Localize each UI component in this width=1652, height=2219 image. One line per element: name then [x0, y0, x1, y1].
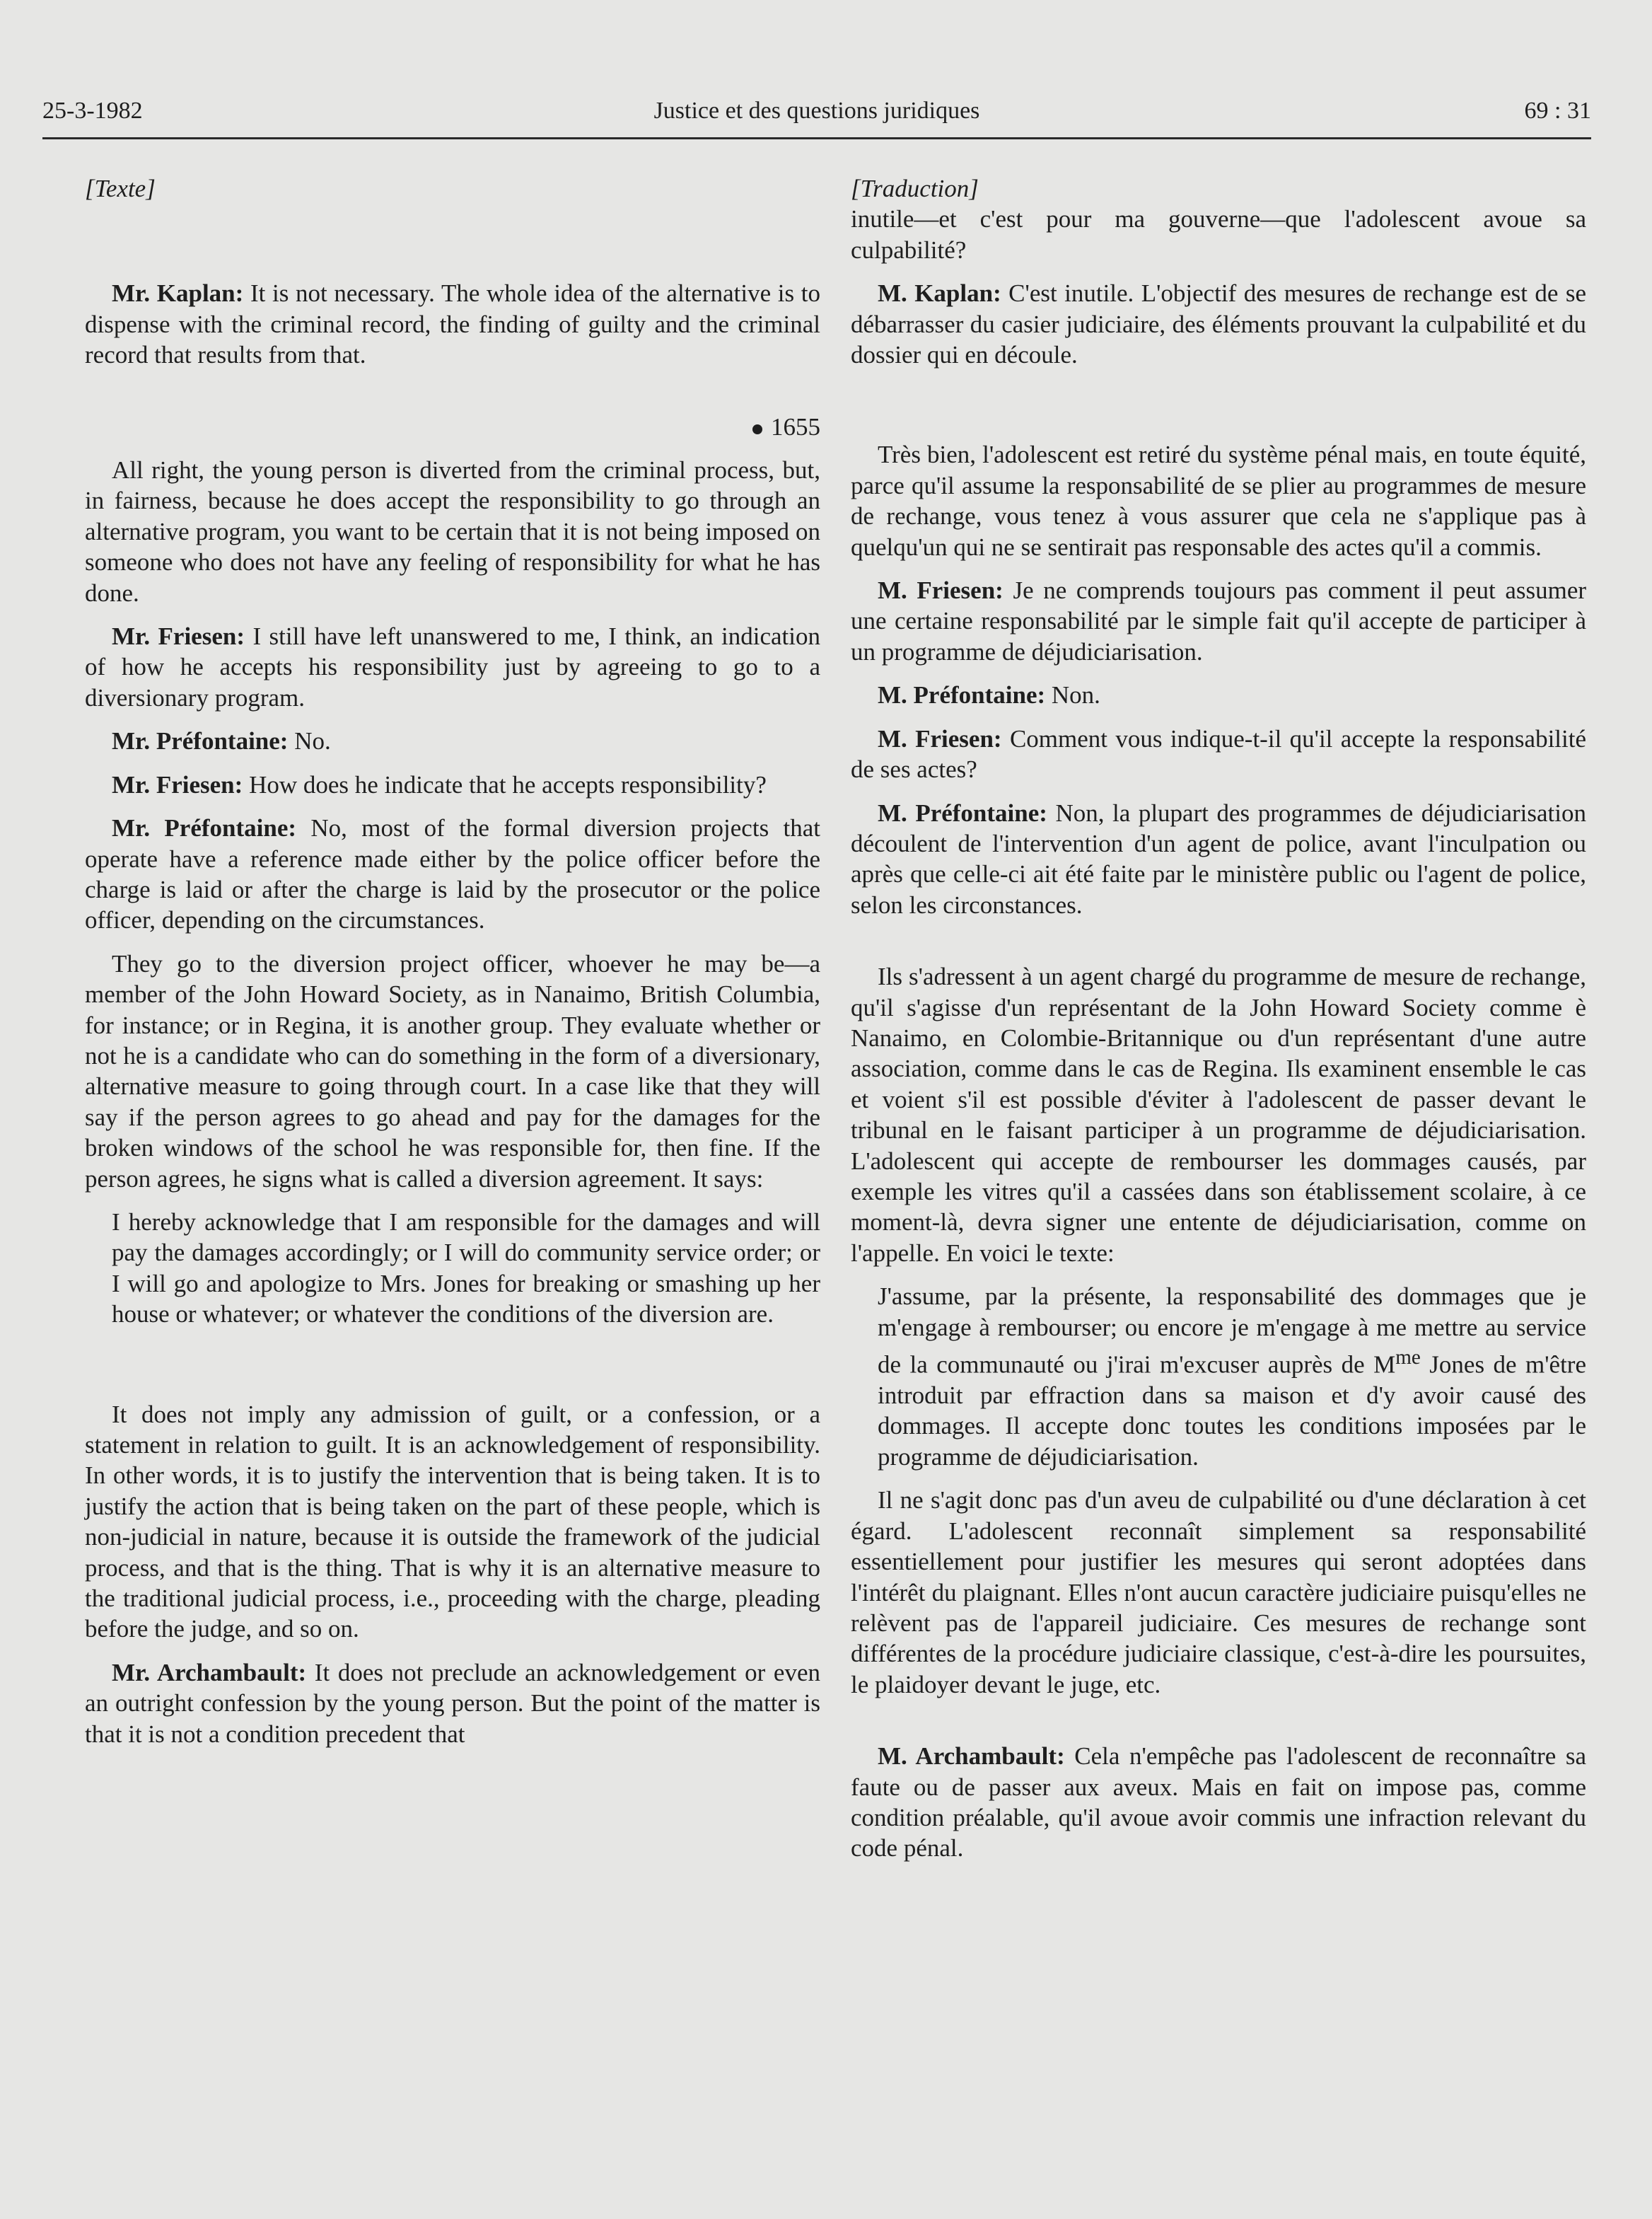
paragraph: M. Archambault: Cela n'empêche pas l'adolescent de reconnaître sa faute ou de passer aux aveux. Mais en fait on impose pas, comme condition préalable, qu'il avoue avoir commis une infraction relevant du code pénal.	[851, 1742, 1587, 1862]
block-quote: J'assume, par la présente, la responsabilité des dommages que je m'engage à rembourser; ou encore je m'engage à me mettre au service de la communauté ou j'irai m'excuser auprès de $M^{me}$ Jones de m'être introduit par effraction dans sa maison et d'y avoir causé des dommages. Il accepte donc toutes les conditions imposées par le programme de déjudiciarisation.	[878, 1282, 1586, 1471]
paragraph: Mr. Préfontaine: No.	[112, 727, 331, 755]
paragraph: M. Friesen: Comment vous indique-t-il qu'il accepte la responsabilité de ses actes?	[851, 724, 1587, 784]
speaker: M. Friesen:	[878, 724, 1002, 753]
speaker: Mr. Préfontaine:	[112, 814, 297, 842]
paragraph: Très bien, l'adolescent est retiré du système pénal mais, en toute équité, parce qu'il assume la responsabilité de se plier au programmes de mesure de rechange, vous tenez à vous assurer que cela ne s'applique pas à quelqu'un qui ne se sentirait pas responsable des actes qu'il a commis.	[851, 441, 1586, 561]
header-page-number: 69 : 31	[1524, 98, 1591, 124]
paragraph: M. Friesen: Je ne comprends toujours pas comment il peut assumer une certaine responsabilité par le simple fait qu'il accepte de participer à un programme de déjudiciarisation.	[851, 577, 1587, 666]
block-quote: I hereby acknowledge that I am responsible for the damages and will pay the damages accordingly; or I will do community service order; or I will go and apologize to Mrs. Jones for breaking or smashing up her house or whatever; or whatever the conditions of the diversion are.	[112, 1207, 820, 1328]
paragraph: Mr. Friesen: I still have left unanswered to me, I think, an indication of how he accepts his responsibility just by agreeing to go to a diversionary program.	[85, 622, 820, 712]
paragraph: Ils s'adressent à un agent chargé du programme de mesure de rechange, qu'il s'agisse d'un représentant de la John Howard Society comme è Nanaimo, en Colombie-Britannique ou d'un représentant d'une autre association, comme dans le cas de Regina. Ils examinent ensemble le cas et voient s'il est possible d'éviter à l'adolescent de passer devant le tribunal en le faisant participer à un programme de déjudiciarisation. L'adolescent qui accepte de rembourser les dommages causés, par exemple les vitres qu'il a cassées dans son établissement scolaire, à ce moment-là, devra signer une entente de déjudiciarisation, comme on l'appelle. En voici le texte:	[851, 963, 1586, 1267]
speaker: M. Friesen:	[878, 577, 1004, 605]
header-title: Justice et des questions juridiques	[653, 98, 980, 124]
paragraph: inutile—et c'est pour ma gouverne—que l'adolescent avoue sa culpabilité?	[851, 205, 1586, 264]
running-header	[42, 98, 1591, 139]
section-label: [Texte]	[85, 175, 156, 202]
speaker: Mr. Archambault:	[112, 1658, 307, 1686]
speaker: M. Préfontaine:	[878, 799, 1047, 827]
spacer	[85, 1343, 820, 1399]
paragraph: It does not imply any admission of guilt, or a confession, or a statement in relation to guilt. It is an acknowledgement of responsibility. In other words, it is to justify the intervention that is being taken. It is to justify the action that is being taken on the part of these people, which is non-judicial in nature, because it is outside the framework of the judicial process, and that is the thing. That is why it is an alternative measure to the traditional judicial process, i.e., proceeding with the charge, pleading before the judge, and so on.	[85, 1400, 820, 1643]
section-label: [Traduction]	[851, 175, 979, 202]
paragraph: Mr. Archambault: It does not preclude an acknowledgement or even an outright confession by the young person. But the point of the matter is that it is not a condition precedent that	[85, 1658, 820, 1748]
paragraph: Mr. Friesen: How does he indicate that he accepts responsibility?	[112, 770, 767, 799]
paragraph: Il ne s'agit donc pas d'un aveu de culpabilité ou d'une déclaration à cet égard. L'adolescent reconnaît simplement sa responsabilité essentiellement pour justifier les mesures qui seront adoptées dans l'intérêt du plaignant. Elles n'ont aucun caractère judiciaire puisqu'elles ne relèvent pas de l'appareil judiciaire. Ces mesures de rechange sont différentes de la procédure judiciaire classique, c'est-à-dire les poursuites, le plaidoyer devant le juge, etc.	[851, 1486, 1586, 1698]
spacer	[85, 383, 820, 412]
spacer	[851, 383, 1586, 439]
spacer	[851, 1713, 1586, 1741]
paragraph: M. Préfontaine: Non.	[878, 681, 1100, 709]
paragraph: They go to the diversion project officer, whoever he may be—a member of the John Howard Society, as in Nanaimo, British Columbia, for instance; or in Regina, it is another group. They evaluate whether or not he is a candidate who can do something in the form of a diversionary, alternative measure to going through court. In a case like that they will say if the person agrees to go ahead and pay for the damages for the broken windows of the school he was responsible for, then fine. If the person agrees, he signs what is called a diversion agreement. It says:	[85, 949, 820, 1193]
bullet-icon	[752, 424, 762, 434]
french-column	[851, 173, 1586, 1877]
spacer	[851, 933, 1586, 961]
paragraph: M. Kaplan: C'est inutile. L'objectif des mesures de rechange est de se débarrasser du casier judiciaire, des éléments prouvant la culpabilité et du dossier qui en découle.	[851, 279, 1586, 369]
speaker: Mr. Friesen:	[112, 770, 243, 799]
speaker: M. Préfontaine:	[878, 681, 1046, 709]
paragraph: Mr. Kaplan: It is not necessary. The whole idea of the alternative is to dispense with the criminal record, the finding of guilty and the criminal record that results from that.	[85, 279, 821, 369]
header-date: 25-3-1982	[42, 98, 143, 124]
paragraph: Mr. Préfontaine: No, most of the formal diversion projects that operate have a reference made either by the police officer before the charge is laid or after the charge is laid by the prosecutor or the police officer, depending on the circumstances.	[85, 814, 820, 934]
speaker: M. Kaplan:	[878, 279, 1001, 308]
time-marker: 1655	[85, 412, 820, 442]
paragraph: All right, the young person is diverted from the criminal process, but, in fairness, because he does accept the responsibility to go through an alternative program, you want to be certain that it is not being imposed on someone who does not have any feeling of responsibility for what he has done.	[85, 456, 820, 607]
speaker: M. Archambault:	[878, 1742, 1065, 1771]
paragraph: M. Préfontaine: Non, la plupart des programmes de déjudiciarisation découlent de l'intervention d'un agent de police, avant l'inculpation ou après que celle-ci ait été faite par le ministère public ou l'agent de police, selon les circonstances.	[851, 799, 1587, 919]
speaker: Mr. Préfontaine:	[112, 727, 289, 755]
speaker: Mr. Kaplan:	[112, 279, 244, 308]
speaker: Mr. Friesen:	[112, 622, 245, 651]
english-column	[85, 173, 820, 1762]
